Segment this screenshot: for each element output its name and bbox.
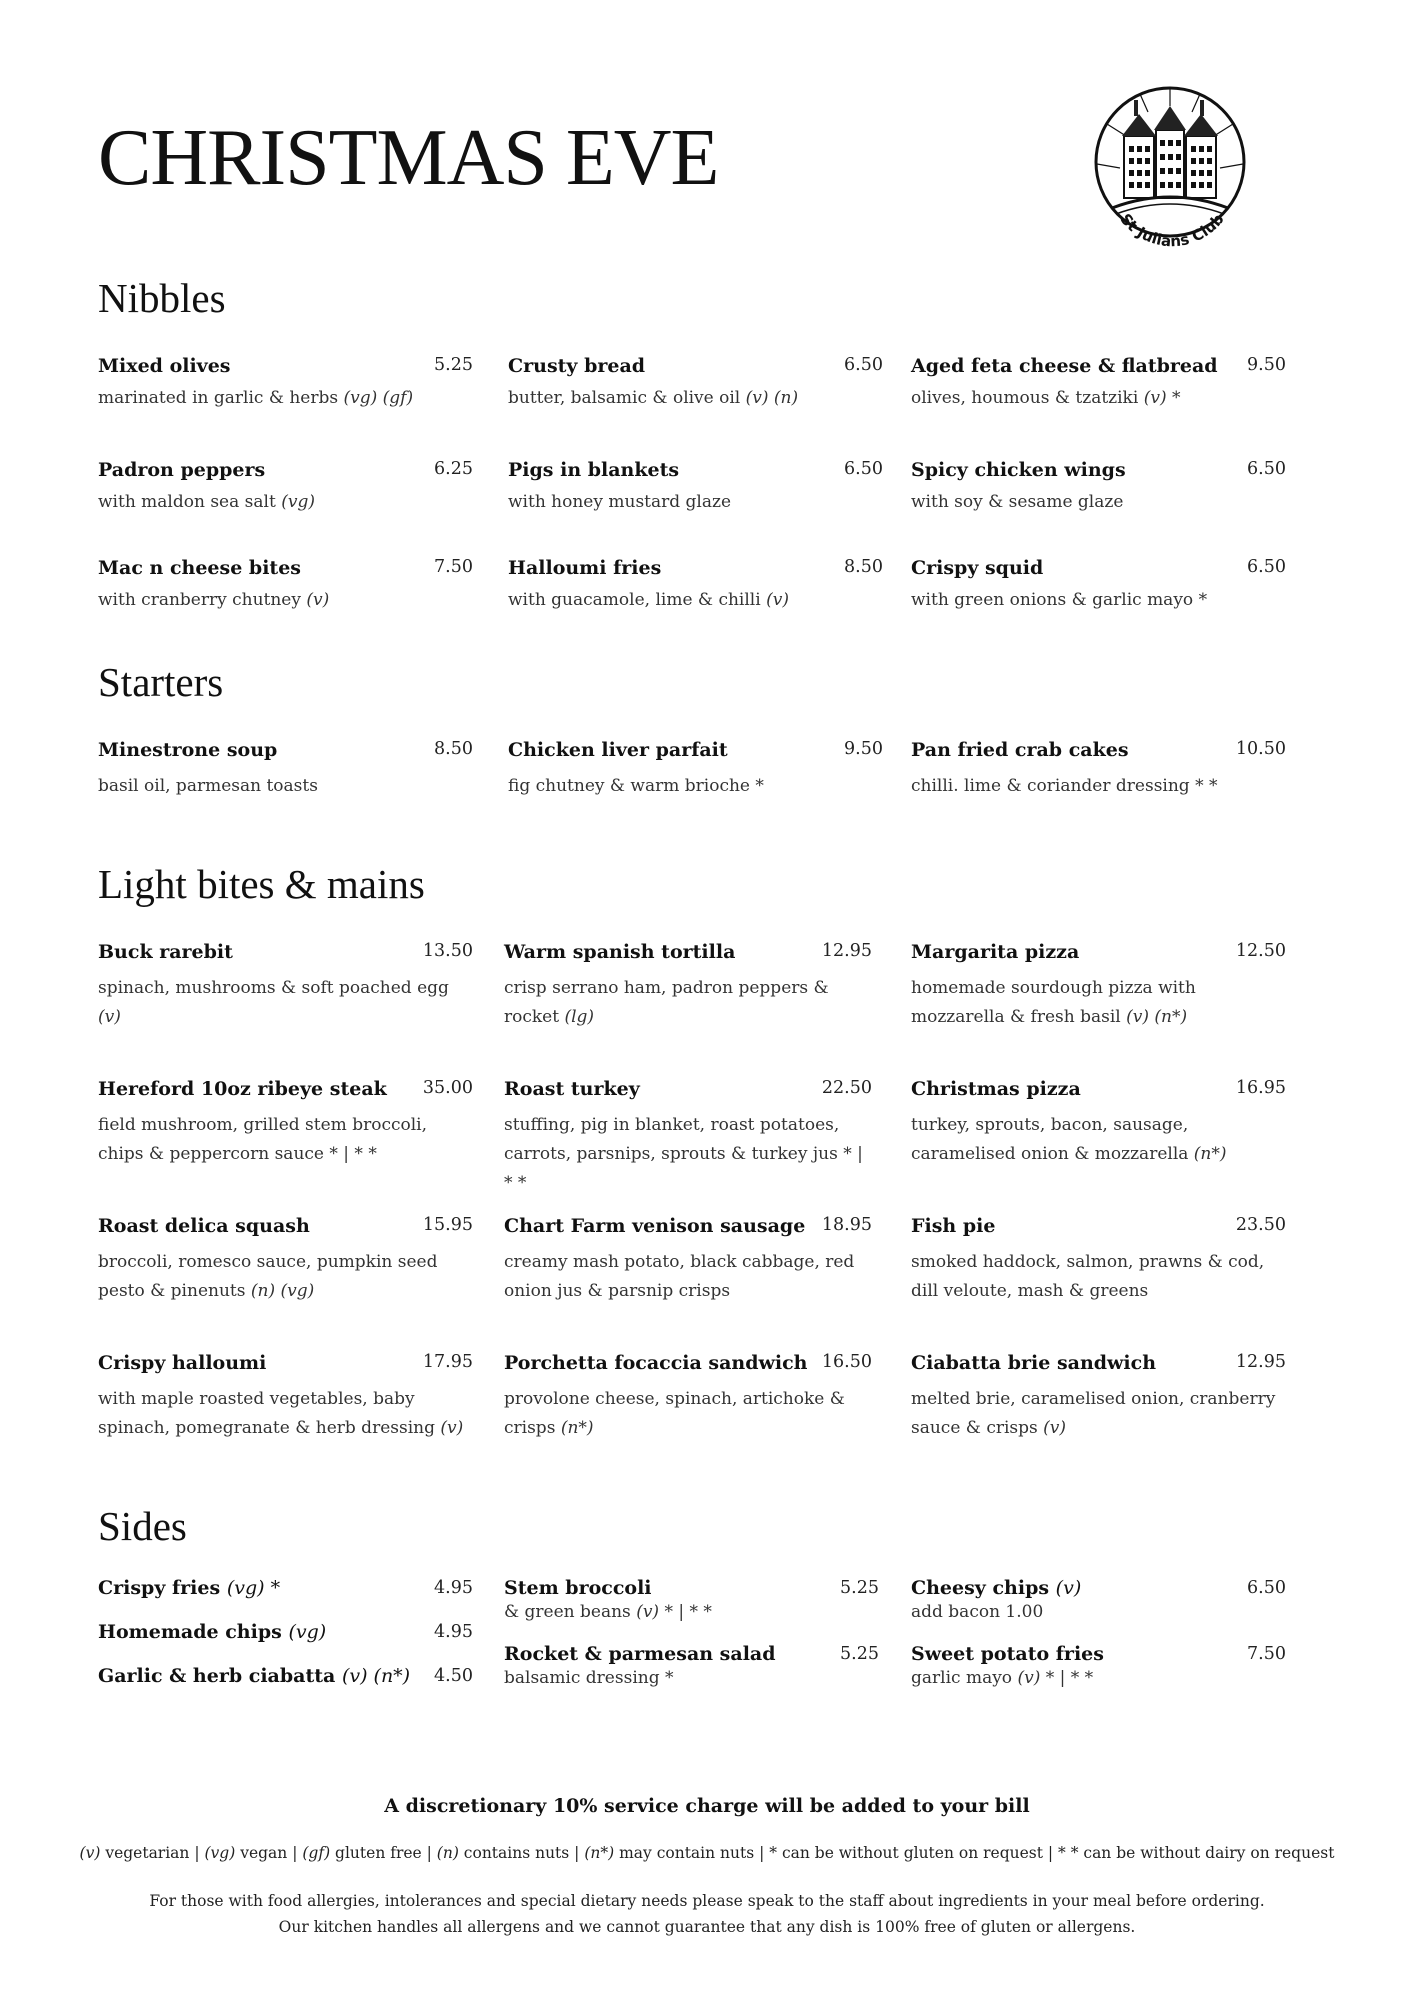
item-name: Crusty bread bbox=[508, 355, 646, 377]
dietary-tag: (vg) bbox=[288, 1621, 327, 1643]
side-price: 4.95 bbox=[434, 1578, 473, 1598]
item-price: 10.50 bbox=[1235, 739, 1286, 759]
item-price: 22.50 bbox=[821, 1078, 872, 1098]
item-description: smoked haddock, salmon, prawns & cod, dill veloute, mash & greens bbox=[911, 1252, 1265, 1301]
item-name: Minestrone soup bbox=[98, 739, 278, 761]
side-item bbox=[98, 1620, 473, 1644]
item-name: Roast turkey bbox=[504, 1078, 640, 1100]
menu-item bbox=[98, 940, 473, 1032]
side-description: & green beans (v) * | * * bbox=[504, 1602, 712, 1622]
item-price: 16.50 bbox=[821, 1352, 872, 1372]
side-description: balsamic dressing * bbox=[504, 1668, 674, 1688]
item-price: 7.50 bbox=[434, 557, 473, 577]
item-price: 18.95 bbox=[821, 1215, 872, 1235]
allergy-line-1: For those with food allergies, intolerances and special dietary needs please speak to the staff about ingredients in your meal before ordering. bbox=[149, 1892, 1265, 1910]
side-suffix: * | * * bbox=[1040, 1668, 1094, 1688]
side-item bbox=[504, 1576, 879, 1623]
item-name: Ciabatta brie sandwich bbox=[911, 1352, 1157, 1374]
item-name: Roast delica squash bbox=[98, 1215, 310, 1237]
item-description: with maple roasted vegetables, baby spinach, pomegranate & herb dressing (v) bbox=[98, 1389, 464, 1438]
item-description: with guacamole, lime & chilli (v) bbox=[508, 590, 789, 610]
menu-item bbox=[508, 458, 883, 517]
item-description: basil oil, parmesan toasts bbox=[98, 776, 318, 796]
allergy-line-2: Our kitchen handles all allergens and we cannot guarantee that any dish is 100% free of gluten or allergens. bbox=[278, 1918, 1136, 1936]
side-name: Sweet potato fries bbox=[911, 1643, 1104, 1665]
menu-item bbox=[504, 940, 872, 1032]
item-description: field mushroom, grilled stem broccoli, chips & peppercorn sauce * | * * bbox=[98, 1115, 427, 1164]
side-suffix: * bbox=[264, 1577, 281, 1599]
item-description: stuffing, pig in blanket, roast potatoes, carrots, parsnips, sprouts & turkey jus * | * * bbox=[504, 1115, 863, 1193]
item-price: 6.50 bbox=[844, 459, 883, 479]
menu-item bbox=[98, 1214, 473, 1306]
item-name: Hereford 10oz ribeye steak bbox=[98, 1078, 387, 1100]
item-price: 5.25 bbox=[434, 355, 473, 375]
item-description: provolone cheese, spinach, artichoke & crisps (n*) bbox=[504, 1389, 845, 1438]
item-name: Halloumi fries bbox=[508, 557, 662, 579]
item-description: melted brie, caramelised onion, cranberry sauce & crisps (v) bbox=[911, 1389, 1276, 1438]
item-description: with honey mustard glaze bbox=[508, 492, 732, 512]
item-description: broccoli, romesco sauce, pumpkin seed pesto & pinenuts (n) (vg) bbox=[98, 1252, 438, 1301]
item-name: Mixed olives bbox=[98, 355, 231, 377]
dietary-tag: (n) (vg) bbox=[250, 1281, 315, 1301]
menu-item bbox=[504, 1077, 872, 1198]
item-name: Margarita pizza bbox=[911, 941, 1080, 963]
item-name: Aged feta cheese & flatbread bbox=[911, 355, 1218, 377]
menu-item bbox=[911, 556, 1286, 615]
legend-n-star: (n*) may contain nuts | * can be without gluten on request | * * can be without dairy on request bbox=[584, 1844, 1335, 1862]
item-name: Pan fried crab cakes bbox=[911, 739, 1129, 761]
menu-item bbox=[98, 354, 473, 413]
item-price: 15.95 bbox=[422, 1215, 473, 1235]
item-price: 12.95 bbox=[1235, 1352, 1286, 1372]
item-price: 23.50 bbox=[1235, 1215, 1286, 1235]
item-description: crisp serrano ham, padron peppers & rocket (lg) bbox=[504, 978, 829, 1027]
item-name: Warm spanish tortilla bbox=[504, 941, 736, 963]
item-price: 6.50 bbox=[844, 355, 883, 375]
item-name: Padron peppers bbox=[98, 459, 266, 481]
legend-gf: (gf) gluten free | bbox=[302, 1844, 437, 1862]
dietary-tag: (v) (n*) bbox=[1126, 1007, 1188, 1027]
side-name: Crispy fries (vg) * bbox=[98, 1577, 281, 1599]
item-description: creamy mash potato, black cabbage, red onion jus & parsnip crisps bbox=[504, 1252, 855, 1301]
menu-item bbox=[504, 1351, 872, 1443]
menu-item bbox=[98, 1077, 473, 1169]
dietary-tag: (vg) (gf) bbox=[343, 388, 414, 408]
side-price: 4.95 bbox=[434, 1622, 473, 1642]
item-price: 17.95 bbox=[422, 1352, 473, 1372]
dietary-tag: (v) (n*) bbox=[341, 1665, 411, 1687]
item-price: 16.95 bbox=[1235, 1078, 1286, 1098]
item-description: chilli. lime & coriander dressing * * bbox=[911, 776, 1218, 796]
item-description: with soy & sesame glaze bbox=[911, 492, 1124, 512]
item-description: spinach, mushrooms & soft poached egg (v) bbox=[98, 978, 449, 1027]
item-price: 12.95 bbox=[821, 941, 872, 961]
dietary-tag: (v) bbox=[440, 1418, 464, 1438]
legend-v: (v) vegetarian | bbox=[79, 1844, 205, 1862]
item-price: 13.50 bbox=[422, 941, 473, 961]
menu-item bbox=[911, 1351, 1286, 1443]
dietary-tag: (v) bbox=[636, 1602, 660, 1622]
item-price: 8.50 bbox=[844, 557, 883, 577]
dietary-tag: (v) (n) bbox=[745, 388, 799, 408]
item-description: fig chutney & warm brioche * bbox=[508, 776, 764, 796]
svg-text:St Julians Club: St Julians Club bbox=[1116, 210, 1228, 251]
dietary-tag: (v) bbox=[98, 1007, 121, 1027]
side-item bbox=[98, 1664, 473, 1688]
item-name: Crispy squid bbox=[911, 557, 1044, 579]
item-name: Christmas pizza bbox=[911, 1078, 1081, 1100]
menu-item bbox=[911, 354, 1286, 413]
side-name: Stem broccoli bbox=[504, 1577, 652, 1599]
section-title-sides: Sides bbox=[98, 1503, 187, 1549]
side-name: Cheesy chips (v) bbox=[911, 1577, 1082, 1599]
dietary-tag: (v) bbox=[306, 590, 330, 610]
item-name: Spicy chicken wings bbox=[911, 459, 1126, 481]
dietary-tag: (n*) bbox=[560, 1418, 594, 1438]
item-description: olives, houmous & tzatziki (v) * bbox=[911, 388, 1181, 408]
item-price: 6.25 bbox=[434, 459, 473, 479]
item-description: butter, balsamic & olive oil (v) (n) bbox=[508, 388, 799, 408]
side-name: Garlic & herb ciabatta (v) (n*) bbox=[98, 1665, 411, 1687]
dietary-legend bbox=[0, 1844, 1414, 1862]
item-name: Crispy halloumi bbox=[98, 1352, 267, 1374]
side-item bbox=[98, 1576, 473, 1600]
menu-item bbox=[911, 458, 1286, 517]
item-price: 9.50 bbox=[1247, 355, 1286, 375]
item-price: 12.50 bbox=[1235, 941, 1286, 961]
menu-item bbox=[508, 556, 883, 615]
item-price: 35.00 bbox=[422, 1078, 473, 1098]
side-price: 6.50 bbox=[1247, 1578, 1286, 1598]
menu-item bbox=[911, 1077, 1286, 1169]
side-price: 5.25 bbox=[840, 1578, 879, 1598]
item-price: 9.50 bbox=[844, 739, 883, 759]
menu-item bbox=[911, 940, 1286, 1032]
dietary-tag: (v) bbox=[1143, 388, 1167, 408]
menu-item bbox=[508, 354, 883, 413]
side-item bbox=[504, 1642, 879, 1689]
dietary-tag: (v) bbox=[766, 590, 789, 610]
menu-item bbox=[98, 556, 473, 615]
menu-item bbox=[98, 458, 473, 517]
menu-item bbox=[911, 738, 1286, 801]
allergy-notice bbox=[0, 1888, 1414, 1940]
item-name: Chart Farm venison sausage bbox=[504, 1215, 806, 1237]
item-description: turkey, sprouts, bacon, sausage, caramelised onion & mozzarella (n*) bbox=[911, 1115, 1227, 1164]
menu-item bbox=[508, 738, 883, 801]
dietary-tag: (lg) bbox=[564, 1007, 595, 1027]
st-julians-club-logo-icon bbox=[1082, 86, 1262, 266]
side-name: Rocket & parmesan salad bbox=[504, 1643, 776, 1665]
item-name: Pigs in blankets bbox=[508, 459, 680, 481]
side-name: Homemade chips (vg) bbox=[98, 1621, 327, 1643]
dietary-tag: (vg) bbox=[226, 1577, 265, 1599]
item-suffix: * bbox=[1166, 388, 1181, 408]
item-price: 6.50 bbox=[1247, 557, 1286, 577]
side-description: add bacon 1.00 bbox=[911, 1602, 1044, 1622]
item-name: Buck rarebit bbox=[98, 941, 233, 963]
item-description: with cranberry chutney (v) bbox=[98, 590, 330, 610]
side-price: 7.50 bbox=[1247, 1644, 1286, 1664]
item-price: 6.50 bbox=[1247, 459, 1286, 479]
menu-item bbox=[911, 1214, 1286, 1306]
item-description: with green onions & garlic mayo * bbox=[911, 590, 1208, 610]
item-name: Chicken liver parfait bbox=[508, 739, 728, 761]
menu-item bbox=[98, 1351, 473, 1443]
item-price: 8.50 bbox=[434, 739, 473, 759]
item-description: homemade sourdough pizza with mozzarella & fresh basil (v) (n*) bbox=[911, 978, 1196, 1027]
section-title-starters: Starters bbox=[98, 659, 224, 705]
item-name: Porchetta focaccia sandwich bbox=[504, 1352, 808, 1374]
item-name: Mac n cheese bites bbox=[98, 557, 301, 579]
side-price: 5.25 bbox=[840, 1644, 879, 1664]
service-charge-notice: A discretionary 10% service charge will be added to your bill bbox=[384, 1795, 1030, 1817]
dietary-tag: (v) bbox=[1055, 1577, 1082, 1599]
item-description: with maldon sea salt (vg) bbox=[98, 492, 315, 512]
menu-item bbox=[98, 738, 473, 801]
item-name: Fish pie bbox=[911, 1215, 996, 1237]
dietary-tag: (v) bbox=[1017, 1668, 1041, 1688]
menu-item bbox=[504, 1214, 872, 1306]
item-description: marinated in garlic & herbs (vg) (gf) bbox=[98, 388, 414, 408]
section-title-nibbles: Nibbles bbox=[98, 275, 226, 321]
dietary-tag: (n*) bbox=[1193, 1144, 1227, 1164]
dietary-tag: (v) bbox=[1043, 1418, 1067, 1438]
side-description: garlic mayo (v) * | * * bbox=[911, 1668, 1094, 1688]
legend-vg: (vg) vegan | bbox=[204, 1844, 303, 1862]
menu-title: CHRISTMAS EVE bbox=[98, 114, 719, 202]
side-item bbox=[911, 1576, 1286, 1623]
section-title-light-bites-mains: Light bites & mains bbox=[98, 861, 425, 907]
side-item bbox=[911, 1642, 1286, 1689]
side-suffix: * | * * bbox=[659, 1602, 712, 1622]
legend-n: (n) contains nuts | bbox=[436, 1844, 585, 1862]
dietary-tag: (vg) bbox=[281, 492, 315, 512]
side-price: 4.50 bbox=[434, 1666, 473, 1686]
